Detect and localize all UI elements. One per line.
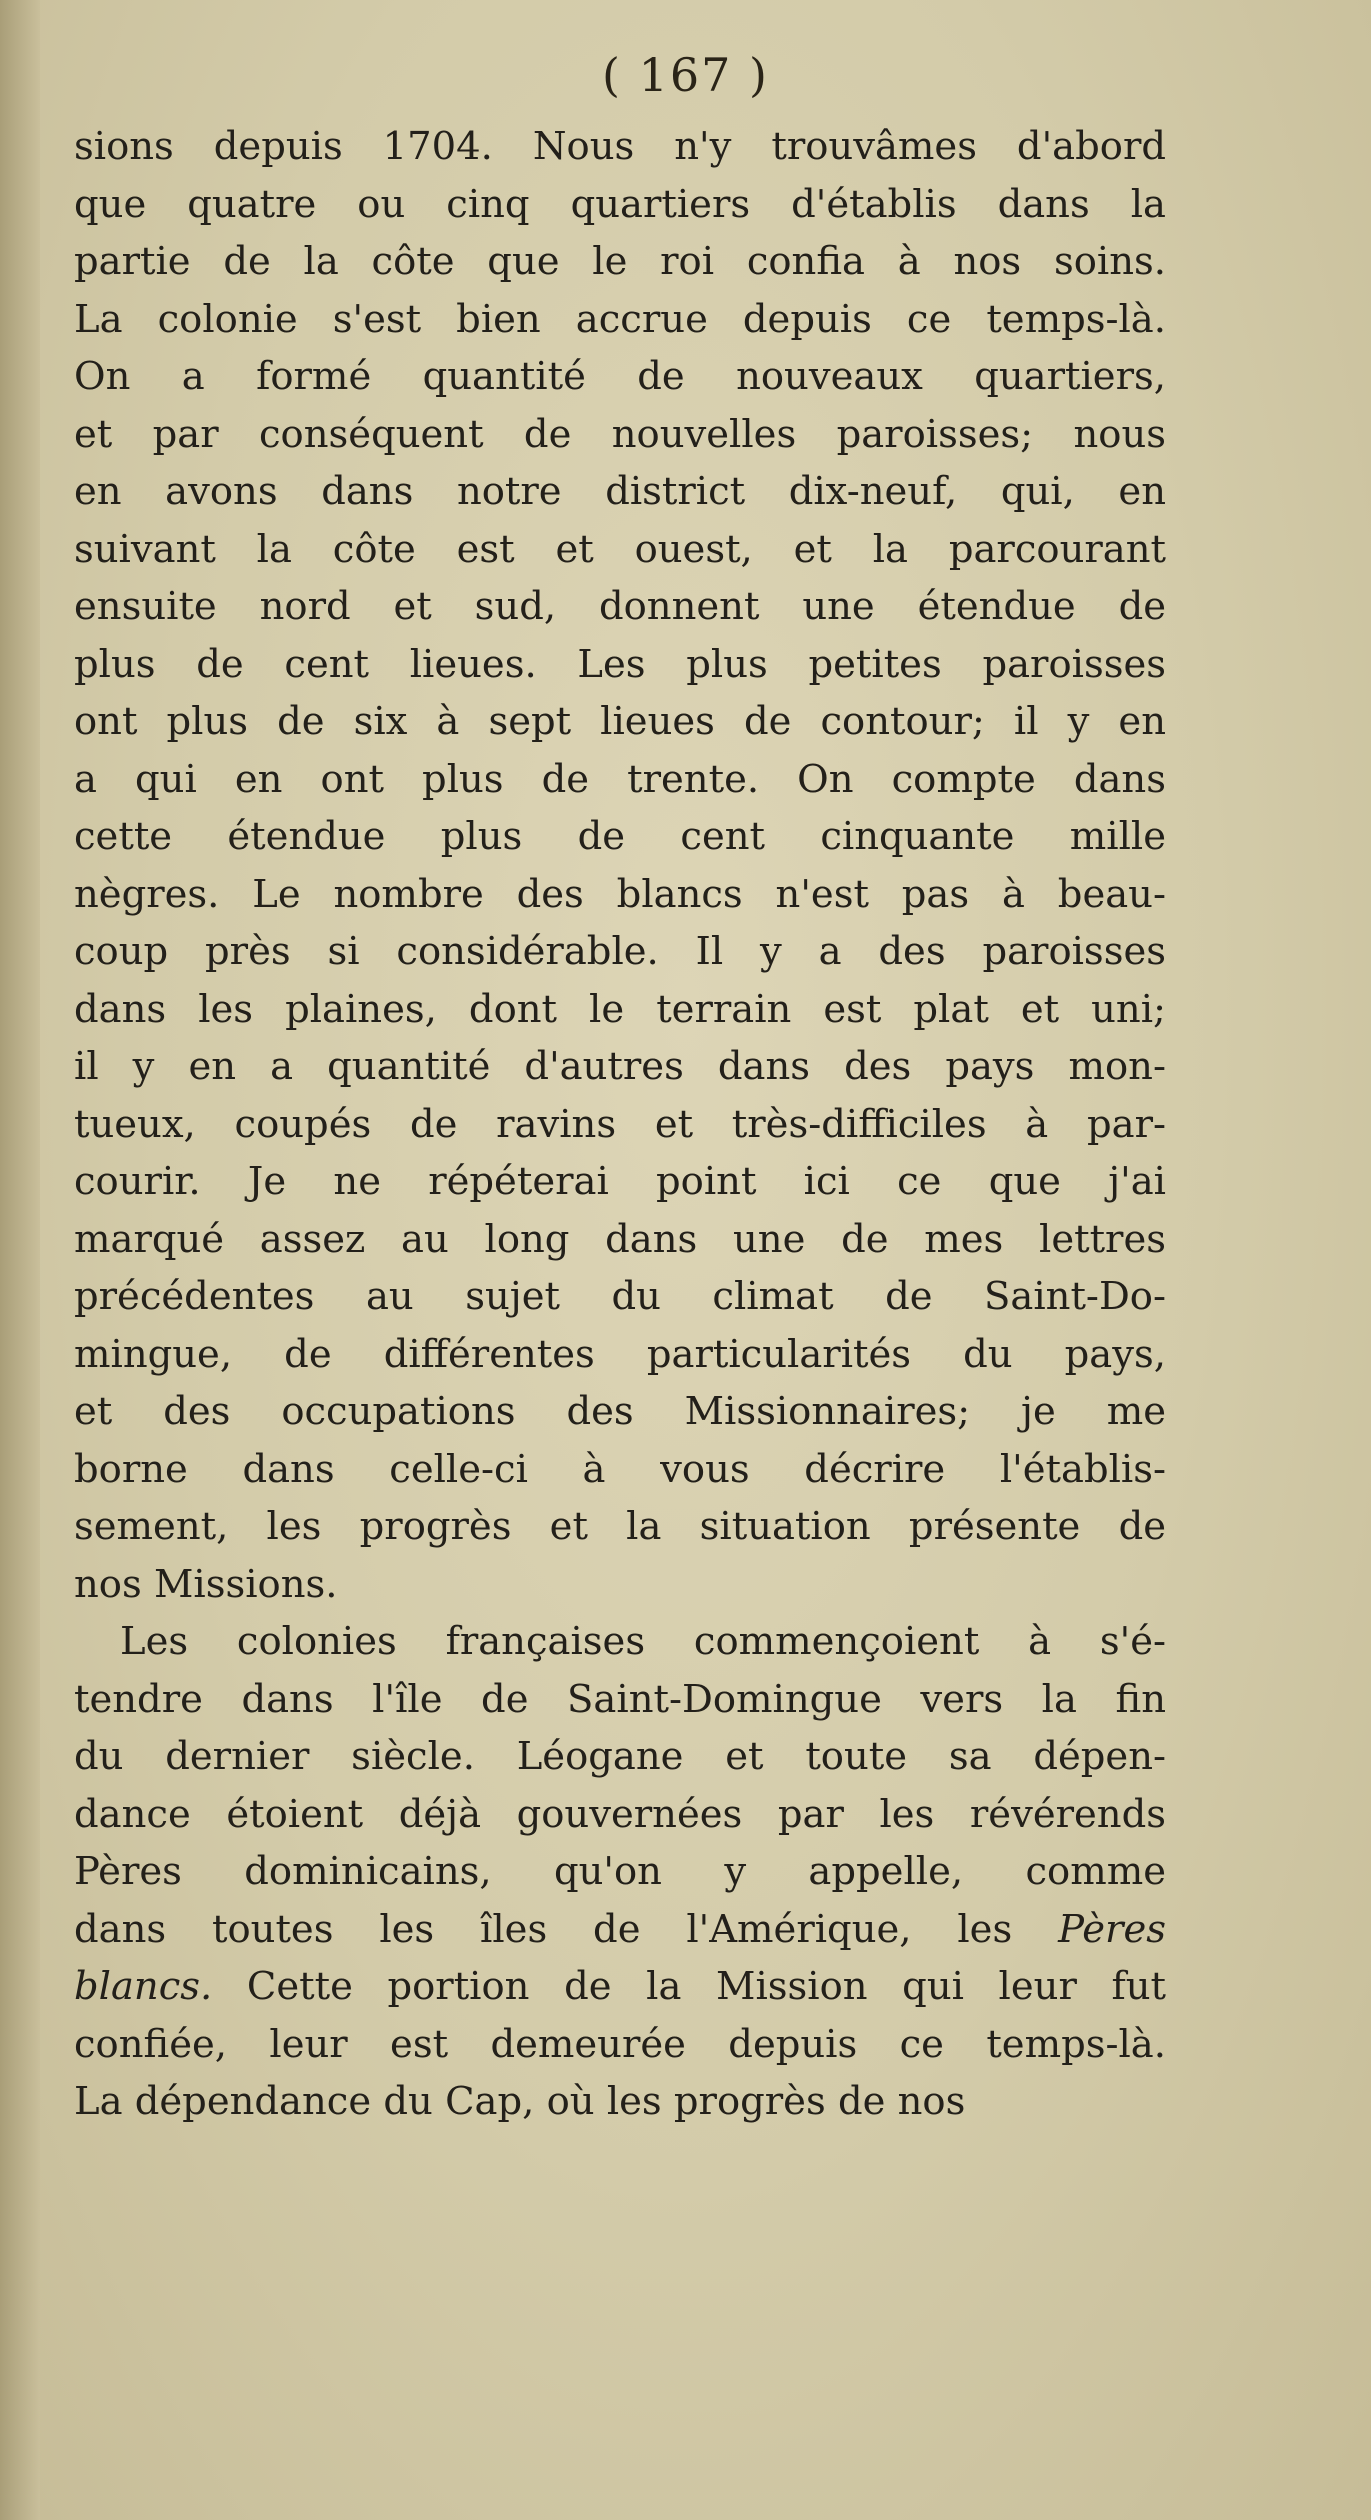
text-line: suivant la côte est et ouest, et la parcourant bbox=[74, 526, 1166, 572]
text-line: courir. Je ne répéterai point ici ce que j'ai bbox=[74, 1159, 1166, 1204]
text-line: et par conséquent de nouvelles paroisses; nous bbox=[74, 411, 1166, 457]
text-line: On a formé quantité de nouveaux quartiers, bbox=[74, 354, 1166, 399]
text-line: borne dans celle-ci à vous décrire l'établis- bbox=[74, 1446, 1166, 1492]
text-line: tueux, coupés de ravins et très-difficiles à par- bbox=[74, 1101, 1166, 1147]
text-line: et des occupations des Missionnaires; je me bbox=[74, 1389, 1166, 1434]
text-line: nègres. Le nombre des blancs n'est pas à beau- bbox=[74, 871, 1166, 917]
text-line: mingue, de différentes particularités du pays, bbox=[74, 1331, 1166, 1377]
text-segment: dans toutes les îles de l'Amérique, les bbox=[74, 1906, 1013, 1952]
text-line: La colonie s'est bien accrue depuis ce temps-là. bbox=[74, 296, 1166, 342]
text-line: coup près si considérable. Il y a des paroisses bbox=[74, 929, 1166, 974]
text-line: dans les plaines, dont le terrain est plat et uni; bbox=[74, 986, 1166, 1032]
text-line: ensuite nord et sud, donnent une étendue de bbox=[74, 584, 1166, 629]
text-line: plus de cent lieues. Les plus petites paroisses bbox=[74, 641, 1166, 687]
text-line: confiée, leur est demeurée depuis ce temps-là. bbox=[74, 2021, 1166, 2067]
text-line: sions depuis 1704. Nous n'y trouvâmes d'abord bbox=[74, 124, 1166, 169]
text-line: ont plus de six à sept lieues de contour; il y en bbox=[74, 699, 1166, 744]
text-line: que quatre ou cinq quartiers d'établis dans la bbox=[74, 181, 1166, 227]
text-line: sement, les progrès et la situation présente de bbox=[74, 1504, 1166, 1549]
text-line: a qui en ont plus de trente. On compte dans bbox=[74, 756, 1166, 802]
text-line: cette étendue plus de cent cinquante mille bbox=[74, 814, 1166, 859]
text-line: Les colonies françaises commençoient à s'é- bbox=[120, 1619, 1166, 1664]
page-gutter-shadow bbox=[0, 0, 40, 2520]
text-line: du dernier siècle. Léogane et toute sa dépen- bbox=[74, 1734, 1166, 1779]
page-number: ( 167 ) bbox=[602, 48, 769, 102]
text-line: partie de la côte que le roi confia à nos soins. bbox=[74, 239, 1166, 284]
text-line: en avons dans notre district dix-neuf, qui, en bbox=[74, 469, 1166, 514]
text-line: dance étoient déjà gouvernées par les révérends bbox=[74, 1791, 1166, 1837]
text-line: Pères dominicains, qu'on y appelle, comme bbox=[74, 1849, 1166, 1894]
italic-word: Pères bbox=[1058, 1906, 1166, 1952]
text-line bbox=[74, 1901, 1166, 1959]
text-line: il y en a quantité d'autres dans des pays mon- bbox=[74, 1044, 1166, 1089]
text-line: nos Missions. bbox=[74, 1561, 338, 1607]
body-text bbox=[74, 118, 1166, 2131]
text-line: marqué assez au long dans une de mes lettres bbox=[74, 1216, 1166, 1262]
text-line: tendre dans l'île de Saint-Domingue vers la fin bbox=[74, 1676, 1166, 1722]
text-line: précédentes au sujet du climat de Saint-Do- bbox=[74, 1274, 1166, 1319]
italic-word: blancs. bbox=[74, 1964, 213, 2009]
text-line: La dépendance du Cap, où les progrès de nos bbox=[74, 2079, 966, 2124]
text-line: blancs. Cette portion de la Mission qui leur fut bbox=[74, 1964, 1166, 2009]
